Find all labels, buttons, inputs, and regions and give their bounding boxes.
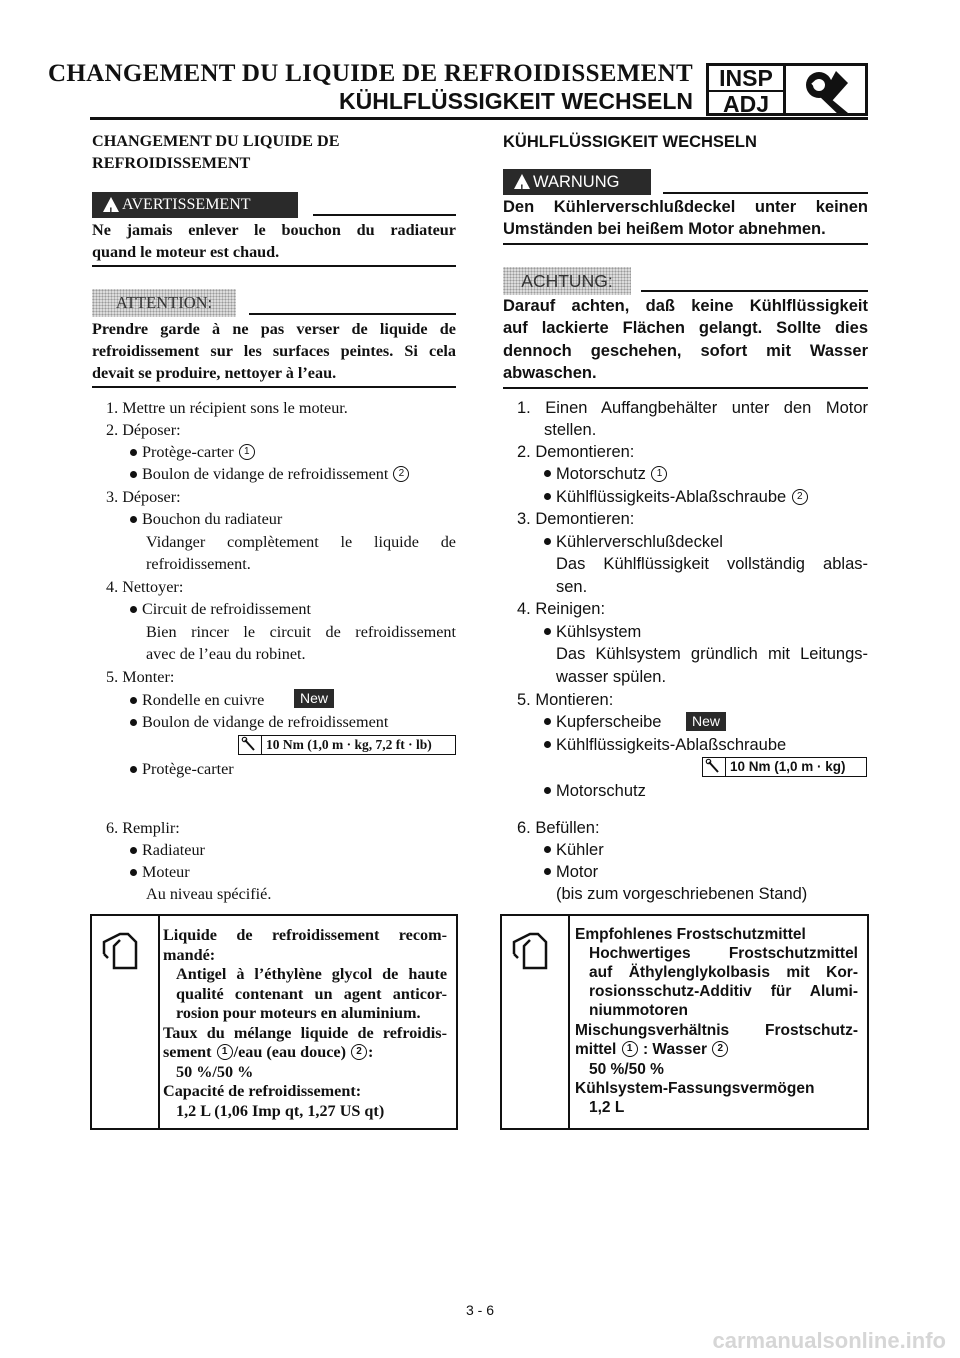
step-5-de: 5. Montieren: (517, 691, 614, 709)
list-item: Motor (544, 861, 598, 883)
bullet-icon (130, 869, 137, 876)
spec-de-line: niummotoren (589, 1002, 689, 1019)
divider (313, 214, 456, 216)
step-3-note-de-2: sen. (556, 578, 588, 596)
warning-text-fr-2: quand le moteur est chaud. (92, 243, 280, 261)
section-heading-fr-2: REFROIDISSEMENT (92, 154, 251, 172)
attention-text-de-1: Darauf achten, daß keine Kühlflüssigkeit (503, 297, 868, 315)
torque-value: 10 Nm (1,0 m · kg) (730, 759, 846, 774)
new-part-badge: New (686, 712, 726, 731)
list-item: Moteur (130, 861, 190, 883)
wrench-icon (703, 758, 726, 776)
step-4-note-fr-1: Bien rincer le circuit de refroidissement (146, 623, 456, 641)
warning-label-fr (92, 192, 298, 218)
warning-triangle-icon (103, 197, 119, 212)
step-3-note-fr-1: Vidanger complètement le liquide de (146, 533, 456, 551)
list-item: Kupferscheibe (544, 711, 662, 733)
step-3-note-de-1: Das Kühlflüssigkeit vollständig ablas- (556, 555, 868, 573)
step-6-note-fr: Au niveau spécifié. (146, 885, 272, 903)
bullet-icon (544, 718, 551, 725)
warning-text-de-2: Umständen bei heißem Motor abnehmen. (503, 220, 826, 238)
callout-2-icon: 2 (393, 466, 409, 482)
warning-label-text: WARNUNG (533, 173, 620, 191)
list-item: Bouchon du radiateur (130, 508, 282, 530)
step-5-fr: 5. Monter: (106, 668, 175, 686)
page-title-fr: CHANGEMENT DU LIQUIDE DE REFROIDISSEMENT (48, 60, 693, 87)
divider (503, 387, 868, 389)
step-6-fr: 6. Remplir: (106, 819, 180, 837)
section-heading-fr-1: CHANGEMENT DU LIQUIDE DE (92, 132, 340, 150)
attention-label-de: ACHTUNG: (503, 267, 631, 295)
callout-1-icon: 1 (239, 444, 255, 460)
spec-de-line: rosionsschutz-Additiv für Alumi- (589, 983, 858, 1000)
spec-de-line: auf Äthylenglykolbasis mit Kor- (589, 964, 858, 981)
callout-1-icon: 1 (217, 1044, 233, 1060)
callout-1-icon: 1 (651, 466, 667, 482)
bullet-icon (544, 787, 551, 794)
divider (249, 313, 456, 315)
coolant-can-icon (502, 916, 570, 1128)
page-title-de: KÜHLFLÜSSIGKEIT WECHSELN (339, 88, 693, 114)
list-item: Motorschutz (544, 780, 646, 802)
bullet-icon (544, 741, 551, 748)
spec-de-line: 50 %/50 % (589, 1061, 664, 1078)
spec-de-line: Empfohlenes Frostschutzmittel (575, 926, 806, 943)
divider (663, 192, 868, 194)
spec-de-line: Mischungsverhältnis Frostschutz- (575, 1022, 858, 1039)
divider (641, 290, 868, 292)
bullet-icon (544, 868, 551, 875)
spec-fr-line: 1,2 L (1,06 Imp qt, 1,27 US qt) (176, 1102, 385, 1120)
coolant-can-icon (92, 916, 160, 1128)
list-item: Motorschutz 1 (544, 463, 668, 485)
bullet-icon (130, 847, 137, 854)
list-item: Circuit de refroidissement (130, 598, 311, 620)
spec-fr-line: Capacité de refroidissement: (163, 1082, 362, 1100)
spec-fr-line: Antigel à l’éthylène glycol de haute (176, 965, 447, 983)
callout-2-icon: 2 (792, 489, 808, 505)
step-4-note-de-2: wasser spülen. (556, 668, 667, 686)
bullet-icon (544, 493, 551, 500)
new-part-badge: New (294, 689, 334, 708)
bullet-icon (544, 628, 551, 635)
bullet-icon (130, 516, 137, 523)
bullet-icon (130, 606, 137, 613)
badge-adj: ADJ (722, 91, 769, 117)
spec-fr-line: Taux du mélange liquide de refroidis- (163, 1024, 447, 1042)
torque-value: 10 Nm (1,0 m · kg, 7,2 ft · lb) (266, 737, 432, 752)
divider (503, 243, 868, 245)
list-item: Boulon de vidange de refroidissement (130, 711, 388, 733)
list-item: Rondelle en cuivre (130, 689, 264, 711)
spec-fr-line: rosion pour moteurs en aluminium. (176, 1004, 421, 1022)
bullet-icon (130, 719, 137, 726)
step-6-note-de: (bis zum vorgeschriebenen Stand) (556, 885, 808, 903)
bullet-icon (130, 471, 137, 478)
bullet-icon (544, 470, 551, 477)
step-4-note-fr-2: avec de l’eau du robinet. (146, 645, 306, 663)
page-number: 3 - 6 (465, 1302, 494, 1318)
attention-text-de-3: dennoch geschehen, sofort mit Wasser (503, 342, 868, 360)
callout-1-icon: 1 (622, 1041, 638, 1057)
section-heading-de: KÜHLFLÜSSIGKEIT WECHSELN (503, 133, 757, 151)
step-1-de: 1. Einen Auffangbehälter unter den Motor (517, 399, 868, 417)
list-item: Kühlflüssigkeits-Ablaßschraube 2 (544, 486, 809, 508)
wrench-icon (239, 736, 262, 754)
spec-fr-line: mandé: (163, 946, 216, 964)
warning-label-de (503, 169, 651, 195)
list-item: Kühlsystem (544, 621, 641, 643)
spec-fr-line: sement 1 /eau (eau douce) 2 : (163, 1043, 374, 1061)
step-3-fr: 3. Déposer: (106, 488, 181, 506)
step-2-de: 2. Demontieren: (517, 443, 635, 461)
divider (92, 386, 456, 388)
watermark: carmanualsonline.info (712, 1328, 946, 1353)
list-item: Kühlerverschlußdeckel (544, 531, 723, 553)
wrench-icon (786, 63, 868, 116)
spec-de-line: 1,2 L (589, 1099, 625, 1116)
bullet-icon (544, 846, 551, 853)
step-4-de: 4. Reinigen: (517, 600, 606, 618)
attention-text-fr-3: devait se produire, nettoyer à l’eau. (92, 364, 337, 382)
warning-text-de-1: Den Kühlerverschlußdeckel unter keinen (503, 198, 868, 216)
torque-spec-de (702, 757, 867, 777)
step-3-de: 3. Demontieren: (517, 510, 635, 528)
list-item: Protège-carter 1 (130, 441, 256, 463)
torque-spec-fr (238, 735, 456, 755)
warning-triangle-icon (514, 174, 530, 189)
attention-text-fr-1: Prendre garde à ne pas verser de liquide de (92, 320, 456, 338)
step-6-de: 6. Befüllen: (517, 819, 600, 837)
attention-label-fr: ATTENTION: (92, 289, 236, 317)
badge-insp: INSP (709, 66, 783, 92)
step-4-fr: 4. Nettoyer: (106, 578, 184, 596)
attention-text-fr-2: refroidissement sur les surfaces peintes. Si cela (92, 342, 456, 360)
spec-fr-line: 50 %/50 % (176, 1063, 254, 1081)
attention-text-de-2: auf lackierte Flächen gelangt. Sollte dies (503, 319, 868, 337)
warning-text-fr-1: Ne jamais enlever le bouchon du radiateur (92, 221, 456, 239)
bullet-icon (130, 766, 137, 773)
step-4-note-de-1: Das Kühlsystem gründlich mit Leitungs- (556, 645, 868, 663)
bullet-icon (130, 697, 137, 704)
list-item: Kühlflüssigkeits-Ablaßschraube (544, 734, 786, 756)
step-2-fr: 2. Déposer: (106, 421, 181, 439)
section-badge (706, 63, 786, 116)
spec-de-line: mittel 1 : Wasser 2 (575, 1039, 729, 1061)
step-1-de-cont: stellen. (544, 421, 597, 439)
divider (92, 265, 456, 267)
step-1-fr: 1. Mettre un récipient sons le moteur. (106, 399, 348, 417)
spec-de-line: Hochwertiges Frostschutzmittel (589, 945, 858, 962)
spec-box-de (500, 914, 869, 1130)
attention-text-de-4: abwaschen. (503, 364, 597, 382)
step-3-note-fr-2: refroidissement. (146, 555, 251, 573)
spec-box-fr (90, 914, 458, 1130)
list-item: Kühler (544, 839, 604, 861)
spec-fr-line: Liquide de refroidissement recom- (163, 926, 447, 944)
header-rule (90, 117, 868, 120)
callout-2-icon: 2 (712, 1041, 728, 1057)
callout-2-icon: 2 (351, 1044, 367, 1060)
bullet-icon (130, 449, 137, 456)
spec-fr-line: qualité contenant un agent anticor- (176, 985, 447, 1003)
list-item: Protège-carter (130, 758, 234, 780)
list-item: Boulon de vidange de refroidissement 2 (130, 463, 410, 485)
list-item: Radiateur (130, 839, 205, 861)
bullet-icon (544, 538, 551, 545)
warning-label-text: AVERTISSEMENT (122, 196, 251, 213)
spec-de-line: Kühlsystem-Fassungsvermögen (575, 1080, 815, 1097)
